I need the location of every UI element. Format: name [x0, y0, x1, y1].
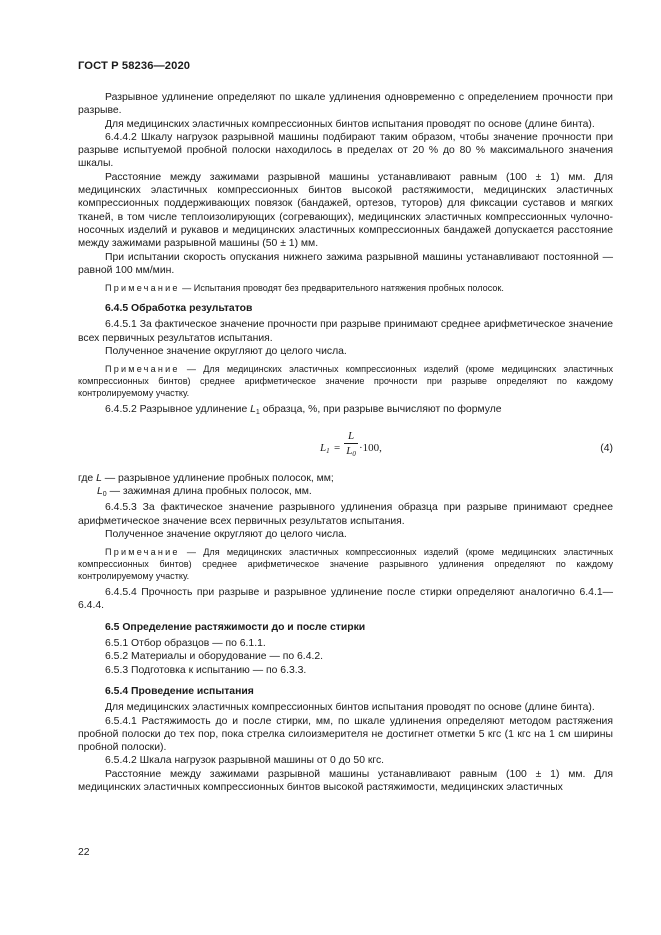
- paragraph: Полученное значение округляют до целого числа.: [105, 528, 347, 540]
- note-text: — Для медицинских эластичных компрессионных изделий (кроме медицинских эластичных компрессионных бинтов) среднее арифметическое значение разрывного удлинения определяют по каждому контролируемому участку.: [78, 547, 613, 582]
- note-label: Примечание: [105, 364, 180, 375]
- paragraph: 6.5.2 Материалы и оборудование — по 6.4.2.: [105, 651, 324, 663]
- paragraph: Для медицинских эластичных компрессионных бинтов испытания проводят по основе (длине бинта).: [105, 118, 595, 130]
- paragraph: Расстояние между зажимами разрывной машины устанавливают равным (100 ± 1) мм. Для медицинских эластичных компрессионных бинтов высокой растяжимости, медицинских эластичных: [78, 768, 613, 793]
- formula: $L_1$ = L $L_0$ ·100, (4): [320, 429, 613, 458]
- paragraph: 6.4.5.4 Прочность при разрыве и разрывное удлинение после стирки определяют аналогично 6.4.1—6.4.4.: [78, 587, 613, 612]
- formula-legend: где L — разрывное удлинение пробных полосок, мм;: [78, 472, 334, 484]
- paragraph: 6.5.4.1 Растяжимость до и после стирки, мм, по шкале удлинения определяют методом растяжения пробной полоски до тех пор, пока стрелка силоизмерителя не достигнет отметки 5 кгс (1 кгс на 1 см ширины пробной полоски).: [78, 715, 613, 754]
- document-header: ГОСТ Р 58236—2020: [78, 60, 191, 72]
- paragraph: При испытании скорость опускания нижнего зажима разрывной машины устанавливают постоянной — равной 100 мм/мин.: [78, 251, 613, 276]
- note-text: — Для медицинских эластичных компрессионных изделий (кроме медицинских эластичных компрессионных бинтов) среднее арифметическое значение прочности при разрыве определяют по каждому контролируемому участку.: [78, 364, 613, 399]
- page-number: 22: [78, 847, 90, 858]
- note-label: Примечание: [105, 547, 180, 558]
- paragraph: 6.4.5.2 Разрывное удлинение $L_1$ образца, %, при разрыве вычисляют по формуле: [105, 404, 502, 417]
- paragraph: 6.4.4.2 Шкалу нагрузок разрывной машины подбирают таким образом, чтобы значение прочности при разрыве испытуемой пробной полоски находилось в пределах от 20 % до 80 % максимального значения шкалы.: [78, 131, 613, 170]
- note-text: — Испытания проводят без предварительного натяжения пробных полосок.: [179, 283, 504, 294]
- formula-fraction: L $L_0$: [344, 430, 358, 460]
- paragraph: Для медицинских эластичных компрессионных бинтов испытания проводят по основе (длине бинта).: [105, 702, 595, 714]
- note: [78, 546, 613, 582]
- formula-number: (4): [600, 442, 613, 454]
- paragraph: 6.4.5.3 За фактическое значение разрывного удлинения образца при разрыве принимают среднее арифметическое значение всех первичных результатов испытания.: [78, 502, 613, 527]
- note: [78, 363, 613, 399]
- document-page: [78, 0, 613, 935]
- paragraph: 6.5.3 Подготовка к испытанию — по 6.3.3.: [105, 664, 307, 676]
- note-label: Примечание: [105, 283, 180, 294]
- paragraph: 6.5.4.2 Шкала нагрузок разрывной машины от 0 до 50 кгс.: [105, 755, 385, 767]
- formula-legend: $L_0$ — зажимная длина пробных полосок, мм.: [97, 485, 312, 498]
- section-heading: 6.5 Определение растяжимости до и после стирки: [105, 621, 366, 633]
- paragraph: Расстояние между зажимами разрывной машины устанавливают равным (100 ± 1) мм. Для медицинских эластичных компрессионных бинтов высокой растяжимости, медицинских эластичных компрессионных поддерживающих повязок (бандажей, ортезов, туторов) для фиксации суставов и мягких тканей, в том числе теплоизолирующих (согревающих), медицинских эластичных компрессионных чулочно-носочных изделий и рукавов и медицинских эластичных компрессионных бандажей допускается расстояние между зажимами разрывной машины (50 ± 1) мм.: [78, 171, 613, 250]
- note: [78, 282, 613, 294]
- section-heading: 6.5.4 Проведение испытания: [105, 685, 254, 697]
- document-body: [78, 91, 613, 794]
- section-heading: 6.4.5 Обработка результатов: [105, 303, 253, 315]
- paragraph: 6.5.1 Отбор образцов — по 6.1.1.: [105, 638, 266, 650]
- paragraph: 6.4.5.1 За фактическое значение прочности при разрыве принимают среднее арифметическое значение всех первичных результатов испытания.: [78, 319, 613, 344]
- paragraph: Полученное значение округляют до целого числа.: [105, 346, 347, 358]
- paragraph: Разрывное удлинение определяют по шкале удлинения одновременно с определением прочности при разрыве.: [78, 92, 613, 117]
